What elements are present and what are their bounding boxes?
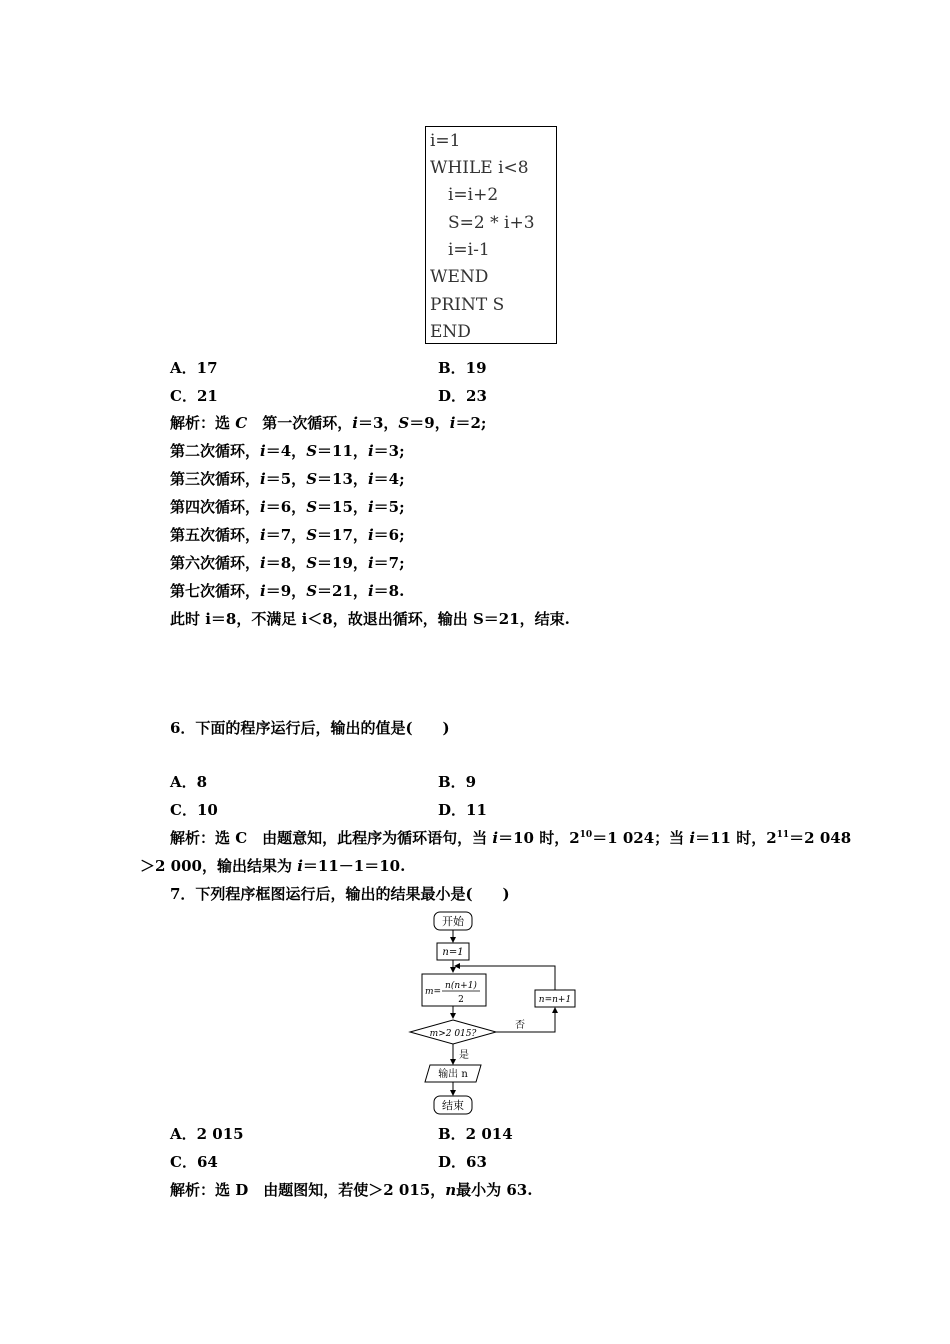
q6-option-c: C．10 bbox=[170, 801, 218, 819]
q5-loop-line: 第四次循环，i＝6，S＝15，i＝5; bbox=[170, 498, 405, 516]
assign-denominator: 2 bbox=[458, 995, 464, 1005]
increment-label: n=n+1 bbox=[538, 995, 572, 1005]
solution-label: 解析： bbox=[170, 414, 216, 432]
q6-option-d: D．11 bbox=[438, 801, 487, 819]
assign-numerator: n(n+1) bbox=[445, 981, 477, 991]
q5-solution-line-1: 解析：选 C 第一次循环，i＝3，S＝9，i＝2; bbox=[170, 414, 487, 432]
solution-label: 解析： bbox=[170, 829, 216, 847]
start-label: 开始 bbox=[442, 915, 464, 928]
q5-loop-line: 第五次循环，i＝7，S＝17，i＝6; bbox=[170, 526, 405, 544]
q7-option-c: C．64 bbox=[170, 1153, 218, 1171]
q7-solution: 解析：选 D 由题图知，若使＞2 015，n最小为 63. bbox=[170, 1181, 533, 1199]
code-line: WEND bbox=[430, 267, 489, 287]
q7-stem: 7．下列程序框图运行后，输出的结果最小是( ) bbox=[170, 885, 510, 903]
q7-option-b: B．2 014 bbox=[438, 1125, 513, 1143]
q5-conclusion: 此时 i＝8，不满足 i＜8，故退出循环，输出 S＝21，结束. bbox=[170, 610, 570, 628]
solution-label: 解析： bbox=[170, 1181, 216, 1199]
output-label: 输出 n bbox=[438, 1069, 468, 1080]
q6-stem: 6．下面的程序运行后，输出的值是( ) bbox=[170, 719, 450, 737]
assign-lhs: m= bbox=[425, 987, 442, 997]
yes-label: 是 bbox=[459, 1050, 469, 1061]
q5-option-c: C．21 bbox=[170, 387, 218, 405]
q6-option-a: A．8 bbox=[170, 773, 208, 791]
code-line: S=2 * i+3 bbox=[448, 213, 535, 233]
q7-flowchart bbox=[400, 908, 590, 1120]
decision-label: m>2 015? bbox=[429, 1029, 477, 1039]
answer-letter: C bbox=[235, 414, 248, 432]
code-line: PRINT S bbox=[430, 295, 505, 315]
q5-loop-line: 第七次循环，i＝9，S＝21，i＝8. bbox=[170, 582, 405, 600]
q5-loop-line: 第三次循环，i＝5，S＝13，i＝4; bbox=[170, 470, 405, 488]
code-line: i=i+2 bbox=[448, 185, 499, 205]
code-line: i=i-1 bbox=[448, 240, 490, 260]
q5-option-a: A．17 bbox=[170, 359, 218, 377]
no-label: 否 bbox=[515, 1020, 525, 1031]
q5-option-d: D．23 bbox=[438, 387, 487, 405]
code-line: WHILE i<8 bbox=[430, 158, 529, 178]
q7-option-a: A．2 015 bbox=[170, 1125, 244, 1143]
q6-solution-line-1: 解析：选 C 由题意知，此程序为循环语句，当 i＝10 时，$2^{10}=1$ 024；当 i＝11 时，$2^{11}=2$ 048 bbox=[170, 829, 852, 847]
q5-loop-line: 第二次循环，i＝4，S＝11，i＝3; bbox=[170, 442, 405, 460]
q6-option-b: B．9 bbox=[438, 773, 477, 791]
q7-option-d: D．63 bbox=[438, 1153, 487, 1171]
code-line: i=1 bbox=[430, 131, 461, 151]
init-label: n=1 bbox=[442, 947, 464, 958]
q5-loop-line: 第六次循环，i＝8，S＝19，i＝7; bbox=[170, 554, 405, 572]
q6-solution-line-2: ＞2 000，输出结果为 i＝11－1＝10. bbox=[140, 857, 406, 875]
end-label: 结束 bbox=[442, 1099, 464, 1112]
q5-option-b: B．19 bbox=[438, 359, 487, 377]
program-code-box bbox=[425, 126, 557, 344]
code-line: END bbox=[430, 322, 471, 342]
